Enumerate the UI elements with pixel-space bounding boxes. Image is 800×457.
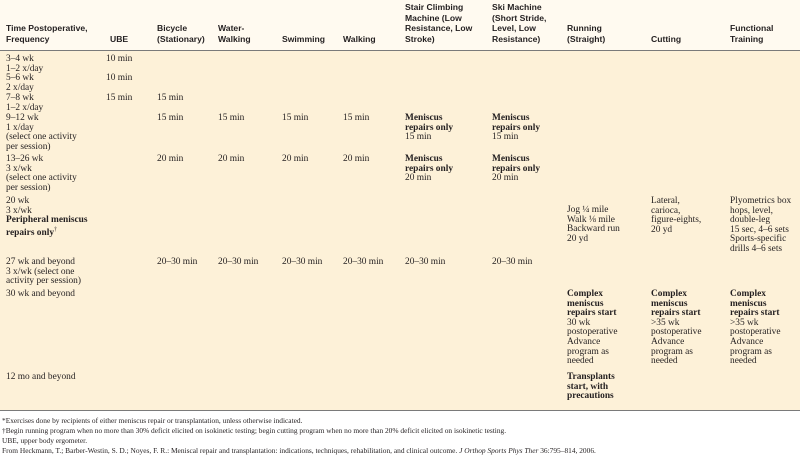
row8-functional-note: Complex meniscus repairs start (730, 289, 780, 319)
header-walking: Walking (343, 33, 376, 44)
row4-swimming: 15 min (282, 113, 309, 123)
row5-ski-note: Meniscus repairs only (492, 154, 541, 174)
row7-water-walking: 20–30 min (218, 257, 259, 267)
footnote-asterisk: *Exercises done by recipients of either meniscus repair or transplantation, unless otherwise indicated. (2, 416, 303, 425)
row9-running: Transplants start, with precautions (567, 372, 615, 402)
citation-text: From Heckmann, T.; Barber-Westin, S. D.; Noyes, F. R.: Meniscal repair and transplantation: indications, techniques, rehabilitation, and clinical outcome. (2, 446, 460, 455)
row6-functional: Plyometrics box hops, level, double-leg 15 sec, 4–6 sets Sports-specific drills 4–6 sets (730, 196, 792, 254)
header-ube: UBE (110, 33, 129, 44)
row5-stair-note: Meniscus repairs only (405, 154, 454, 174)
header-running: Running (Straight) (567, 23, 606, 44)
row8-functional-text: >35 wk postoperative Advance program as needed (730, 317, 781, 367)
header-time: Time Postoperative, Frequency (6, 23, 88, 44)
row4-ski-time: 15 min (492, 132, 519, 143)
row8-time: 30 wk and beyond (6, 289, 75, 299)
row5-stair-time: 20 min (405, 173, 432, 184)
row7-time: 27 wk and beyond 3 x/wk (select one activity per session) (6, 257, 81, 287)
header-functional-training: Functional Training (730, 23, 774, 44)
row5-ski-time: 20 min (492, 173, 519, 184)
header-water-walking: Water- Walking (218, 23, 251, 44)
source-citation (2, 446, 596, 455)
row3-bicycle: 15 min (157, 93, 184, 103)
table-bottom-rule (0, 410, 800, 411)
row7-swimming: 20–30 min (282, 257, 323, 267)
row8-running (567, 290, 618, 367)
row5-walking: 20 min (343, 154, 370, 164)
header-cutting: Cutting (651, 33, 682, 44)
row4-walking: 15 min (343, 113, 370, 123)
table-header-row (0, 0, 800, 51)
row1-time: 3–4 wk 1–2 x/day (6, 54, 44, 74)
row5-stair (405, 155, 453, 184)
header-stair-climbing: Stair Climbing Machine (Low Resistance, Low Stroke) (405, 2, 473, 44)
row6-time (6, 197, 88, 239)
citation-journal: J Orthop Sports Phys Ther (459, 446, 539, 455)
row8-cutting-note: Complex meniscus repairs start (651, 289, 701, 319)
citation-volume: 36:795–814, 2006. (538, 446, 596, 455)
header-swimming: Swimming (282, 33, 325, 44)
dagger-mark: † (54, 226, 58, 233)
row8-cutting-text: >35 wk postoperative Advance program as needed (651, 317, 702, 367)
row5-time: 13–26 wk 3 x/wk (select one activity per session) (6, 154, 77, 193)
header-ski-machine: Ski Machine (Short Stride, Level, Low Resistance) (492, 2, 547, 44)
row7-walking: 20–30 min (343, 257, 384, 267)
row4-stair-note: Meniscus repairs only (405, 113, 454, 133)
row5-ski (492, 155, 540, 184)
row4-stair-time: 15 min (405, 132, 432, 143)
row2-ube: 10 min (106, 73, 133, 83)
footnote-ube: UBE, upper body ergometer. (2, 436, 88, 445)
row6-time-text: 20 wk 3 x/wk (6, 196, 32, 216)
row4-bicycle: 15 min (157, 113, 184, 123)
row6-cutting: Lateral, carioca, figure-eights, 20 yd (651, 196, 702, 235)
row5-water-walking: 20 min (218, 154, 245, 164)
row7-bicycle: 20–30 min (157, 257, 198, 267)
header-bicycle: Bicycle (Stationary) (157, 23, 205, 44)
row5-swimming: 20 min (282, 154, 309, 164)
row9-time: 12 mo and beyond (6, 372, 76, 382)
row2-time: 5–6 wk 2 x/day (6, 73, 34, 93)
row6-running: Jog ¼ mile Walk ⅛ mile Backward run 20 yd (567, 205, 620, 244)
footnote-dagger: †Begin running program when no more than 30% deficit elicited on isokinetic testing; begin cutting program when no more than 20% deficit elicited on isokinetic testing. (2, 426, 507, 435)
row8-cutting (651, 290, 702, 367)
row4-stair (405, 114, 453, 143)
row1-ube: 10 min (106, 54, 133, 64)
row7-stair: 20–30 min (405, 257, 446, 267)
row3-time: 7–8 wk 1–2 x/day (6, 93, 44, 113)
row7-ski: 20–30 min (492, 257, 533, 267)
row8-running-text: 30 wk postoperative Advance program as needed (567, 317, 618, 367)
row4-water-walking: 15 min (218, 113, 245, 123)
row4-ski-note: Meniscus repairs only (492, 113, 541, 133)
row8-running-note: Complex meniscus repairs start (567, 289, 617, 319)
row4-time: 9–12 wk 1 x/day (select one activity per session) (6, 113, 77, 152)
row3-ube: 15 min (106, 93, 133, 103)
row4-ski (492, 114, 540, 143)
row6-peripheral-note: Peripheral meniscus repairs only (6, 215, 88, 238)
row8-functional (730, 290, 781, 367)
row5-bicycle: 20 min (157, 154, 184, 164)
